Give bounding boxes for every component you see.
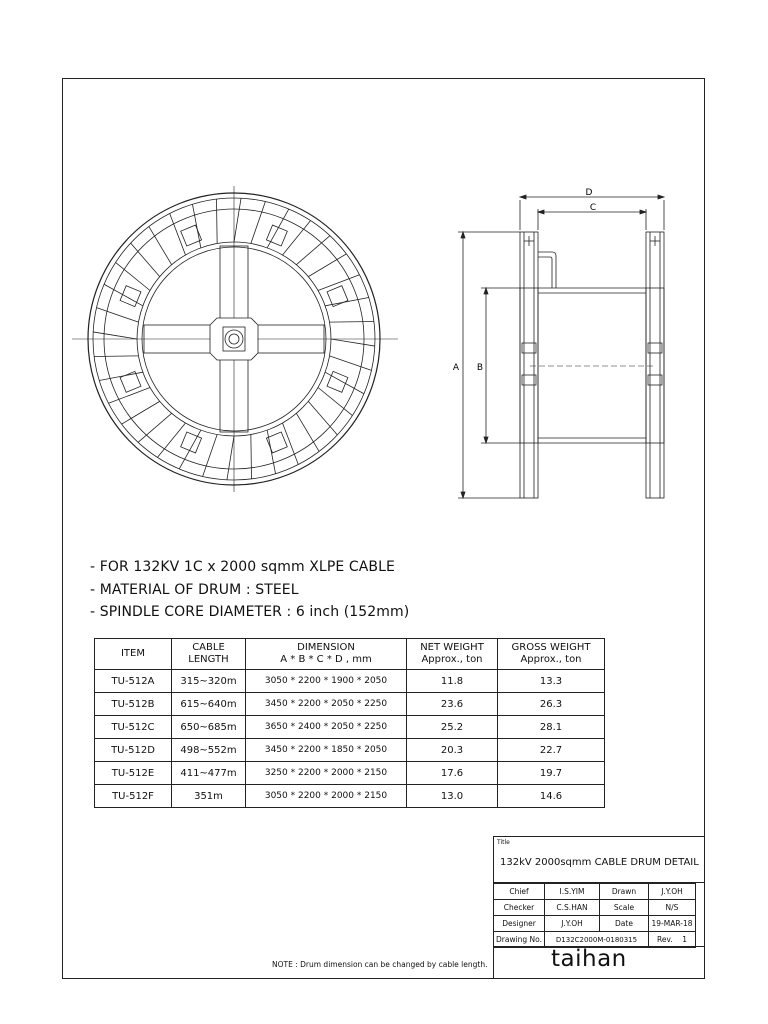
cell-net: 23.6 (407, 693, 498, 716)
cell-length: 498~552m (172, 739, 246, 762)
flange-rib (283, 221, 311, 255)
flange-rib (93, 332, 137, 339)
header-dimension: DIMENSION A * B * C * D , mm (246, 639, 407, 670)
header-item: ITEM (95, 639, 172, 670)
designer-label: Designer (494, 916, 545, 932)
flange-rib (104, 284, 143, 306)
flange-rib (203, 435, 218, 477)
cell-gross: 14.6 (498, 785, 605, 808)
cell-item: TU-512B (95, 693, 172, 716)
cell-net: 25.2 (407, 716, 498, 739)
flange-rib (267, 209, 289, 248)
cell-item: TU-512D (95, 739, 172, 762)
cell-item: TU-512C (95, 716, 172, 739)
logo-divider (493, 946, 705, 947)
flange-rib (227, 436, 234, 480)
cell-dimension: 3050 * 2200 * 1900 * 2050 (246, 670, 407, 693)
cell-length: 650~685m (172, 716, 246, 739)
cell-dimension: 3250 * 2200 * 2000 * 2150 (246, 762, 407, 785)
cell-net: 17.6 (407, 762, 498, 785)
cell-dimension: 3650 * 2400 * 2050 * 2250 (246, 716, 407, 739)
drum-spec-table (94, 638, 605, 808)
drawing-title: 132kV 2000sqmm CABLE DRUM DETAIL (500, 857, 699, 868)
drum-front-view (72, 186, 398, 492)
flange-rib (296, 236, 330, 265)
flange-rib (116, 262, 150, 290)
header-gross-weight: GROSS WEIGHT Approx., ton (498, 639, 605, 670)
cell-gross: 19.7 (498, 762, 605, 785)
table-row (95, 785, 605, 808)
taihan-logo: taihan (551, 946, 627, 972)
table-row (95, 693, 605, 716)
flange-rib (94, 356, 138, 357)
flange-rib (216, 199, 217, 243)
drawn-label: Drawn (600, 884, 649, 900)
date-label: Date (600, 916, 649, 932)
cell-dimension: 3450 * 2200 * 1850 * 2050 (246, 739, 407, 762)
cell-length: 315~320m (172, 670, 246, 693)
designer-value: J.Y.OH (545, 916, 600, 932)
table-row (95, 739, 605, 762)
title-block-grid (493, 883, 696, 948)
cell-length: 411~477m (172, 762, 246, 785)
drawn-value: J.Y.OH (649, 884, 696, 900)
header-cable-length: CABLE LENGTH (172, 639, 246, 670)
drawing-no-label: Drawing No. (494, 932, 545, 948)
note-spindle: - SPINDLE CORE DIAMETER : 6 inch (152mm) (90, 604, 410, 620)
scale-value: N/S (649, 900, 696, 916)
checker-value: C.S.HAN (545, 900, 600, 916)
cell-length: 351m (172, 785, 246, 808)
cell-dimension: 3450 * 2200 * 2050 * 2250 (246, 693, 407, 716)
cell-length: 615~640m (172, 693, 246, 716)
flange-rib (330, 356, 372, 371)
flange-rib (157, 423, 185, 457)
cell-net: 13.0 (407, 785, 498, 808)
cell-item: TU-512F (95, 785, 172, 808)
title-block (493, 836, 705, 979)
flange-rib (330, 321, 374, 322)
spec-notes (90, 556, 409, 624)
cell-item: TU-512A (95, 670, 172, 693)
flange-rib (318, 388, 352, 416)
title-box (493, 836, 704, 883)
dim-label-b: B (476, 363, 484, 373)
cell-item: TU-512E (95, 762, 172, 785)
cell-gross: 13.3 (498, 670, 605, 693)
table-row (95, 716, 605, 739)
table-header-row (95, 639, 605, 670)
chief-value: I.S.YIM (545, 884, 600, 900)
dim-label-c: C (589, 203, 597, 213)
title-block-left-border (493, 836, 494, 979)
note-material: - MATERIAL OF DRUM : STEEL (90, 581, 299, 598)
flange-rib (234, 198, 241, 242)
flange-rib (251, 435, 252, 479)
table-row (95, 762, 605, 785)
flange-rib (251, 202, 266, 244)
flange-rib (131, 243, 160, 277)
dim-label-a: A (452, 363, 460, 373)
flange-rib (97, 308, 139, 323)
flange-rib (331, 339, 375, 346)
flange-rib (179, 430, 201, 469)
table-row (95, 670, 605, 693)
note-cable: - FOR 132KV 1C x 2000 sqmm XLPE CABLE (90, 559, 395, 575)
flange-rib (138, 413, 172, 442)
drawing-no-value: D132C2000M-0180315 (545, 932, 649, 948)
rev-label: Rev. (656, 935, 673, 944)
flange-rib (325, 372, 364, 394)
scale-label: Scale (600, 900, 649, 916)
rev-value: 1 (682, 935, 688, 944)
drum-side-view (458, 195, 664, 498)
footer-note: NOTE : Drum dimension can be changed by cable length. (272, 960, 488, 969)
cell-net: 20.3 (407, 739, 498, 762)
cell-dimension: 3050 * 2200 * 2000 * 2150 (246, 785, 407, 808)
cell-gross: 26.3 (498, 693, 605, 716)
flange-rib (308, 401, 337, 435)
cell-net: 11.8 (407, 670, 498, 693)
date-value: 19-MAR-18 (649, 916, 696, 932)
title-label: Title (497, 839, 510, 846)
cell-gross: 28.1 (498, 716, 605, 739)
dim-label-d: D (585, 188, 593, 198)
header-net-weight: NET WEIGHT Approx., ton (407, 639, 498, 670)
chief-label: Chief (494, 884, 545, 900)
checker-label: Checker (494, 900, 545, 916)
cell-gross: 22.7 (498, 739, 605, 762)
